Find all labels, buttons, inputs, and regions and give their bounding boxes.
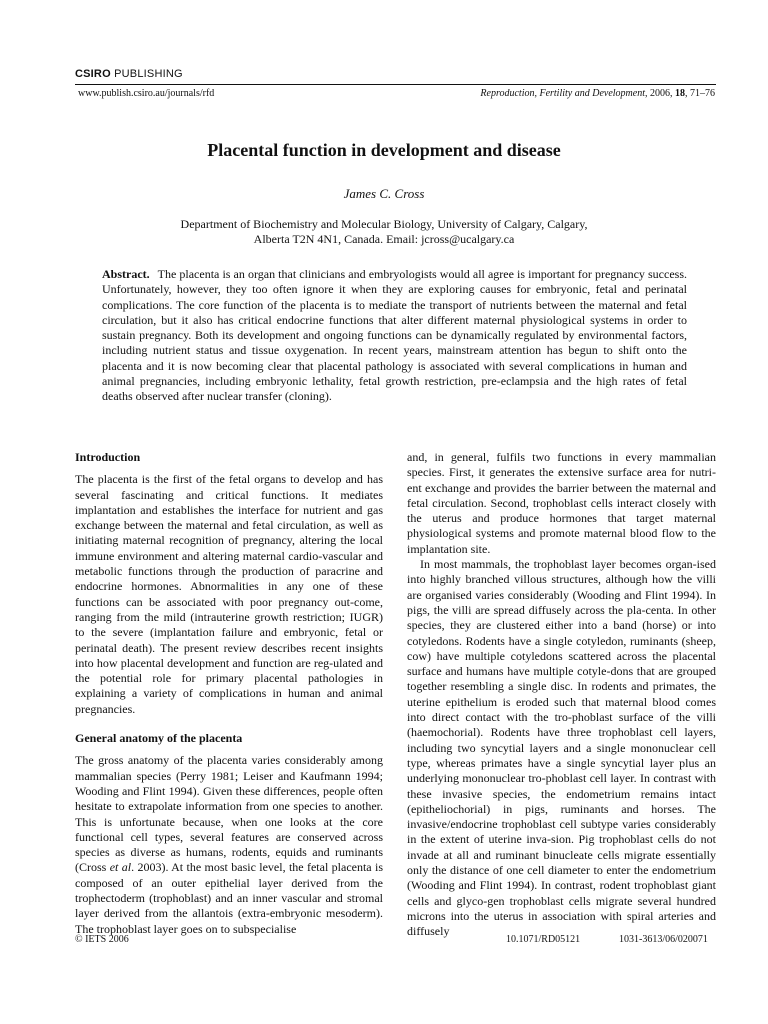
anatomy-etal: et al xyxy=(109,860,132,875)
journal-url[interactable]: www.publish.csiro.au/journals/rfd xyxy=(78,88,215,99)
right-paragraph-2: In most mammals, the trophoblast layer becomes organ-ised into highly branched villous structures, although how the villi are organised varies considerably (Wooding and Flint 1994). In pigs, the villi are spread diffusely across the pla-centa. In other species, they are clustered either into a band (horse) or into cotyledons. Rodents have a single cotyledon, ruminants (sheep, cow) have multiple cotyledons scattered across the placental surface and humans have multiple cotyle-dons that are grouped together resembling a single disc. In rodents and primates, the uterine epithelium is eroded such that maternal blood comes into direct contact with the tro-phoblast surface of the villi (haemochorial). Rodents have three trophoblast cell layers, including two syncytial layers and a single mononuclear cell type, whereas primates have a single syncytial layer plus an underlying mononuclear tro-phoblast cell layer. In contrast with these invasive species, the endometrium remains intact (epitheliochorial) in pigs, ruminants and horses. The invasive/endocrine trophoblast cell subtype varies considerably in the extent of uterine inva-sion. Pig trophoblast cells do not invade at all and ruminant binucleate cells migrate essentially only the distance of one cell diameter to enter the endometrium (Wooding and Flint 1994). In contrast, rodent trophoblast giant cells and glyco-gen trophoblast cells migrate several hundred microns into the uterus in association with spiral arteries and diffusely xyxy=(407,557,716,939)
journal-pages: , 71–76 xyxy=(685,88,715,99)
publisher-label xyxy=(75,68,183,80)
right-column xyxy=(407,450,716,940)
anatomy-text-start: The gross anatomy of the placenta varies considerably among mammalian species (Perry 1981; Leiser and Kaufmann 1994; Wooding and Flint 1994). Given these differences, people often hesitate to extrapolate information from one species to another. This is unfortunate because, when one looks at the core functional cell types, several features are conserved across species as diverse as humans, rodents, equids and ruminants (Cross xyxy=(75,753,383,875)
abstract xyxy=(102,267,687,405)
affiliation-line-1: Department of Biochemistry and Molecular Biology, University of Calgary, Calgary, xyxy=(180,217,588,231)
journal-citation xyxy=(480,88,715,99)
article-title: Placental function in development and disease xyxy=(207,140,561,160)
header-rule xyxy=(75,84,716,85)
abstract-text: The placenta is an organ that clinicians and embryologists would all agree is important for pregnancy success. Unfortunately, however, they too often ignore it when they are exploring causes for embryonic, fetal and perinatal complications. The core function of the placenta is to mediate the transport of nutrients between the maternal and fetal circulation, but it also has critical endocrine functions that alter different maternal physiological systems in order to sustain pregnancy. Both its development and ongoing functions can be dynamically regulated by environmental factors, including nutrient status and tissue oxygenation. In recent years, mainstream attention has begun to shift onto the placenta and it is now becoming clear that placental pathology is associated with several complications in human and animal pregnancies, including embryonic lethality, fetal growth restriction, pre-eclampsia and the high rates of fetal deaths observed after nuclear transfer (cloning). xyxy=(102,267,687,404)
article-author: James C. Cross xyxy=(343,186,425,201)
right-paragraph-1: and, in general, fulfils two functions in every mammalian species. First, it generates the extensive surface area for nutri-ent exchange and provides the barrier between the maternal and fetal circulation. Second, trophoblast cells interact closely with the uterus and produce hormones that target maternal physiological systems and promote maternal blood flow to the implantation site. xyxy=(407,450,716,556)
publisher-rest: PUBLISHING xyxy=(114,68,183,80)
anatomy-text-end: . 2003). At the most basic level, the fetal placenta is composed of an outer epithelial layer derived from the trophectoderm (trophoblast) and an inner vascular and stromal layer derived from the allantois (extra-embryonic mesoderm). The trophoblast layer goes on to subspecialise xyxy=(75,860,383,936)
footer-copyright: © IETS 2006 xyxy=(75,934,129,945)
left-column xyxy=(75,450,383,937)
publisher-bold: CSIRO xyxy=(75,68,111,80)
introduction-paragraph: The placenta is the first of the fetal organs to develop and has several fascinating and critical functions. It mediates implantation and establishes the interface for nutrient and gas exchange between the maternal and fetal circulation, as well as initiating maternal recognition of pregnancy, altering the local immune environment and altering maternal cardio-vascular and metabolic functions through the production of paracrine and endocrine hormones. Abnormalities in any one of these functions can be associated with poor pregnancy out-come, ranging from the mild (intrauterine growth restriction; IUGR) to the severe (implantation failure and embryonic, fetal or perinatal death). The present review describes recent insights into how placental development and function are reg-ulated and the potential role for primary placental pathologies in explaining a variety of complications in human and animal pregnancies. xyxy=(75,472,383,716)
section-heading-anatomy: General anatomy of the placenta xyxy=(75,731,243,746)
footer-issn-code: 1031-3613/06/020071 xyxy=(619,934,708,945)
affiliation-line-2: Alberta T2N 4N1, Canada. Email: jcross@ucalgary.ca xyxy=(253,232,515,246)
journal-year: , 2006, xyxy=(645,88,675,99)
footer-doi: 10.1071/RD05121 xyxy=(506,934,581,945)
author-affiliation xyxy=(0,217,768,247)
abstract-label: Abstract. xyxy=(102,267,150,281)
journal-volume: 18 xyxy=(675,88,685,99)
section-heading-introduction: Introduction xyxy=(75,450,141,464)
anatomy-paragraph xyxy=(75,753,383,937)
journal-name: Reproduction, Fertility and Development xyxy=(480,88,645,99)
